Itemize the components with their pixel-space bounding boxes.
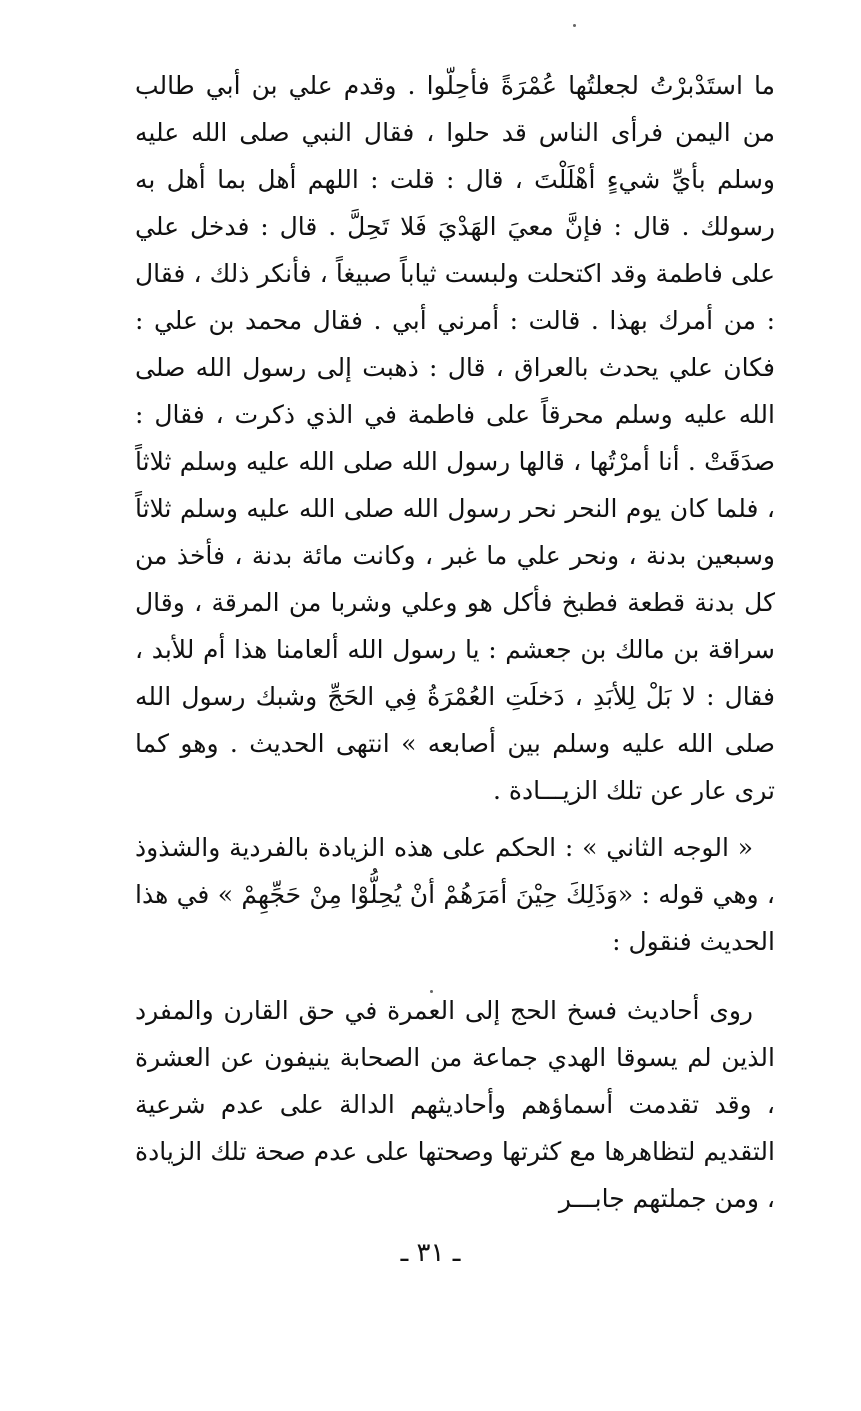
document-page — [135, 62, 775, 1222]
page-number: ـ ٣١ ـ — [400, 1238, 461, 1268]
paragraph-second-aspect: « الوجه الثاني » : الحكم على هذه الزيادة بالفردية والشذوذ ، وهي قوله : «وَذَلِكَ حِيْنَ أمَرَهُمْ أنْ يُحِلُّوْا مِنْ حَجِّهِمْ » في هذا الحديث فنقول : — [135, 833, 775, 956]
paragraph-narrators: روى أحاديث فسخ الحج إلى العمرة في حق القارن والمفرد الذين لم يسوقا الهدي جماعة من الصحابة ينيفون عن العشرة ، وقد تقدمت أسماؤهم وأحاديثهم الدالة على عدم شرعية التقديم لتظاهرها مع كثرتها وصحتها على عدم صحة تلك الزيادة ، ومن جملتهم جابـــر — [135, 996, 775, 1213]
scan-speck — [573, 24, 576, 27]
paragraph-hadith-text: ما استَدْبرْتُ لجعلتُها عُمْرَةً فأحِلّوا . وقدم علي بن أبي طالب من اليمن فرأى الناس قد حلوا ، فقال النبي صلى الله عليه وسلم بأيِّ شيءٍ أهْلَلْتَ ، قال : قلت : اللهم أهل بما أهل به رسولك . قال : فإنَّ معيَ الهَدْيَ فَلا تَحِلَّ . قال : فدخل علي على فاطمة وقد اكتحلت ولبست ثياباً صبيغاً ، فأنكر ذلك ، فقال : من أمرك بهذا . قالت : أمرني أبي . فقال محمد بن علي : فكان علي يحدث بالعراق ، قال : ذهبت إلى رسول الله صلى الله عليه وسلم محرقاً على فاطمة في الذي ذكرت ، فقال : صدَقَتْ . أنا أمرْتُها ، قالها رسول الله صلى الله عليه وسلم ثلاثاً ، فلما كان يوم النحر نحر رسول الله صلى الله عليه وسلم ثلاثاً وسبعين بدنة ، ونحر علي ما غبر ، وكانت مائة بدنة ، فأخذ من كل بدنة قطعة فطبخ فأكل هو وعلي وشربا من المرقة ، وقال سراقة بن مالك بن جعشم : يا رسول الله ألعامنا هذا أم للأبد ، فقال : لا بَلْ لِلأبَدِ ، دَخلَتِ العُمْرَةُ فِي الحَجِّ وشبك رسول الله صلى الله عليه وسلم بين أصابعه » انتهى الحديث . وهو كما ترى عار عن تلك الزيـــادة . — [135, 71, 775, 805]
